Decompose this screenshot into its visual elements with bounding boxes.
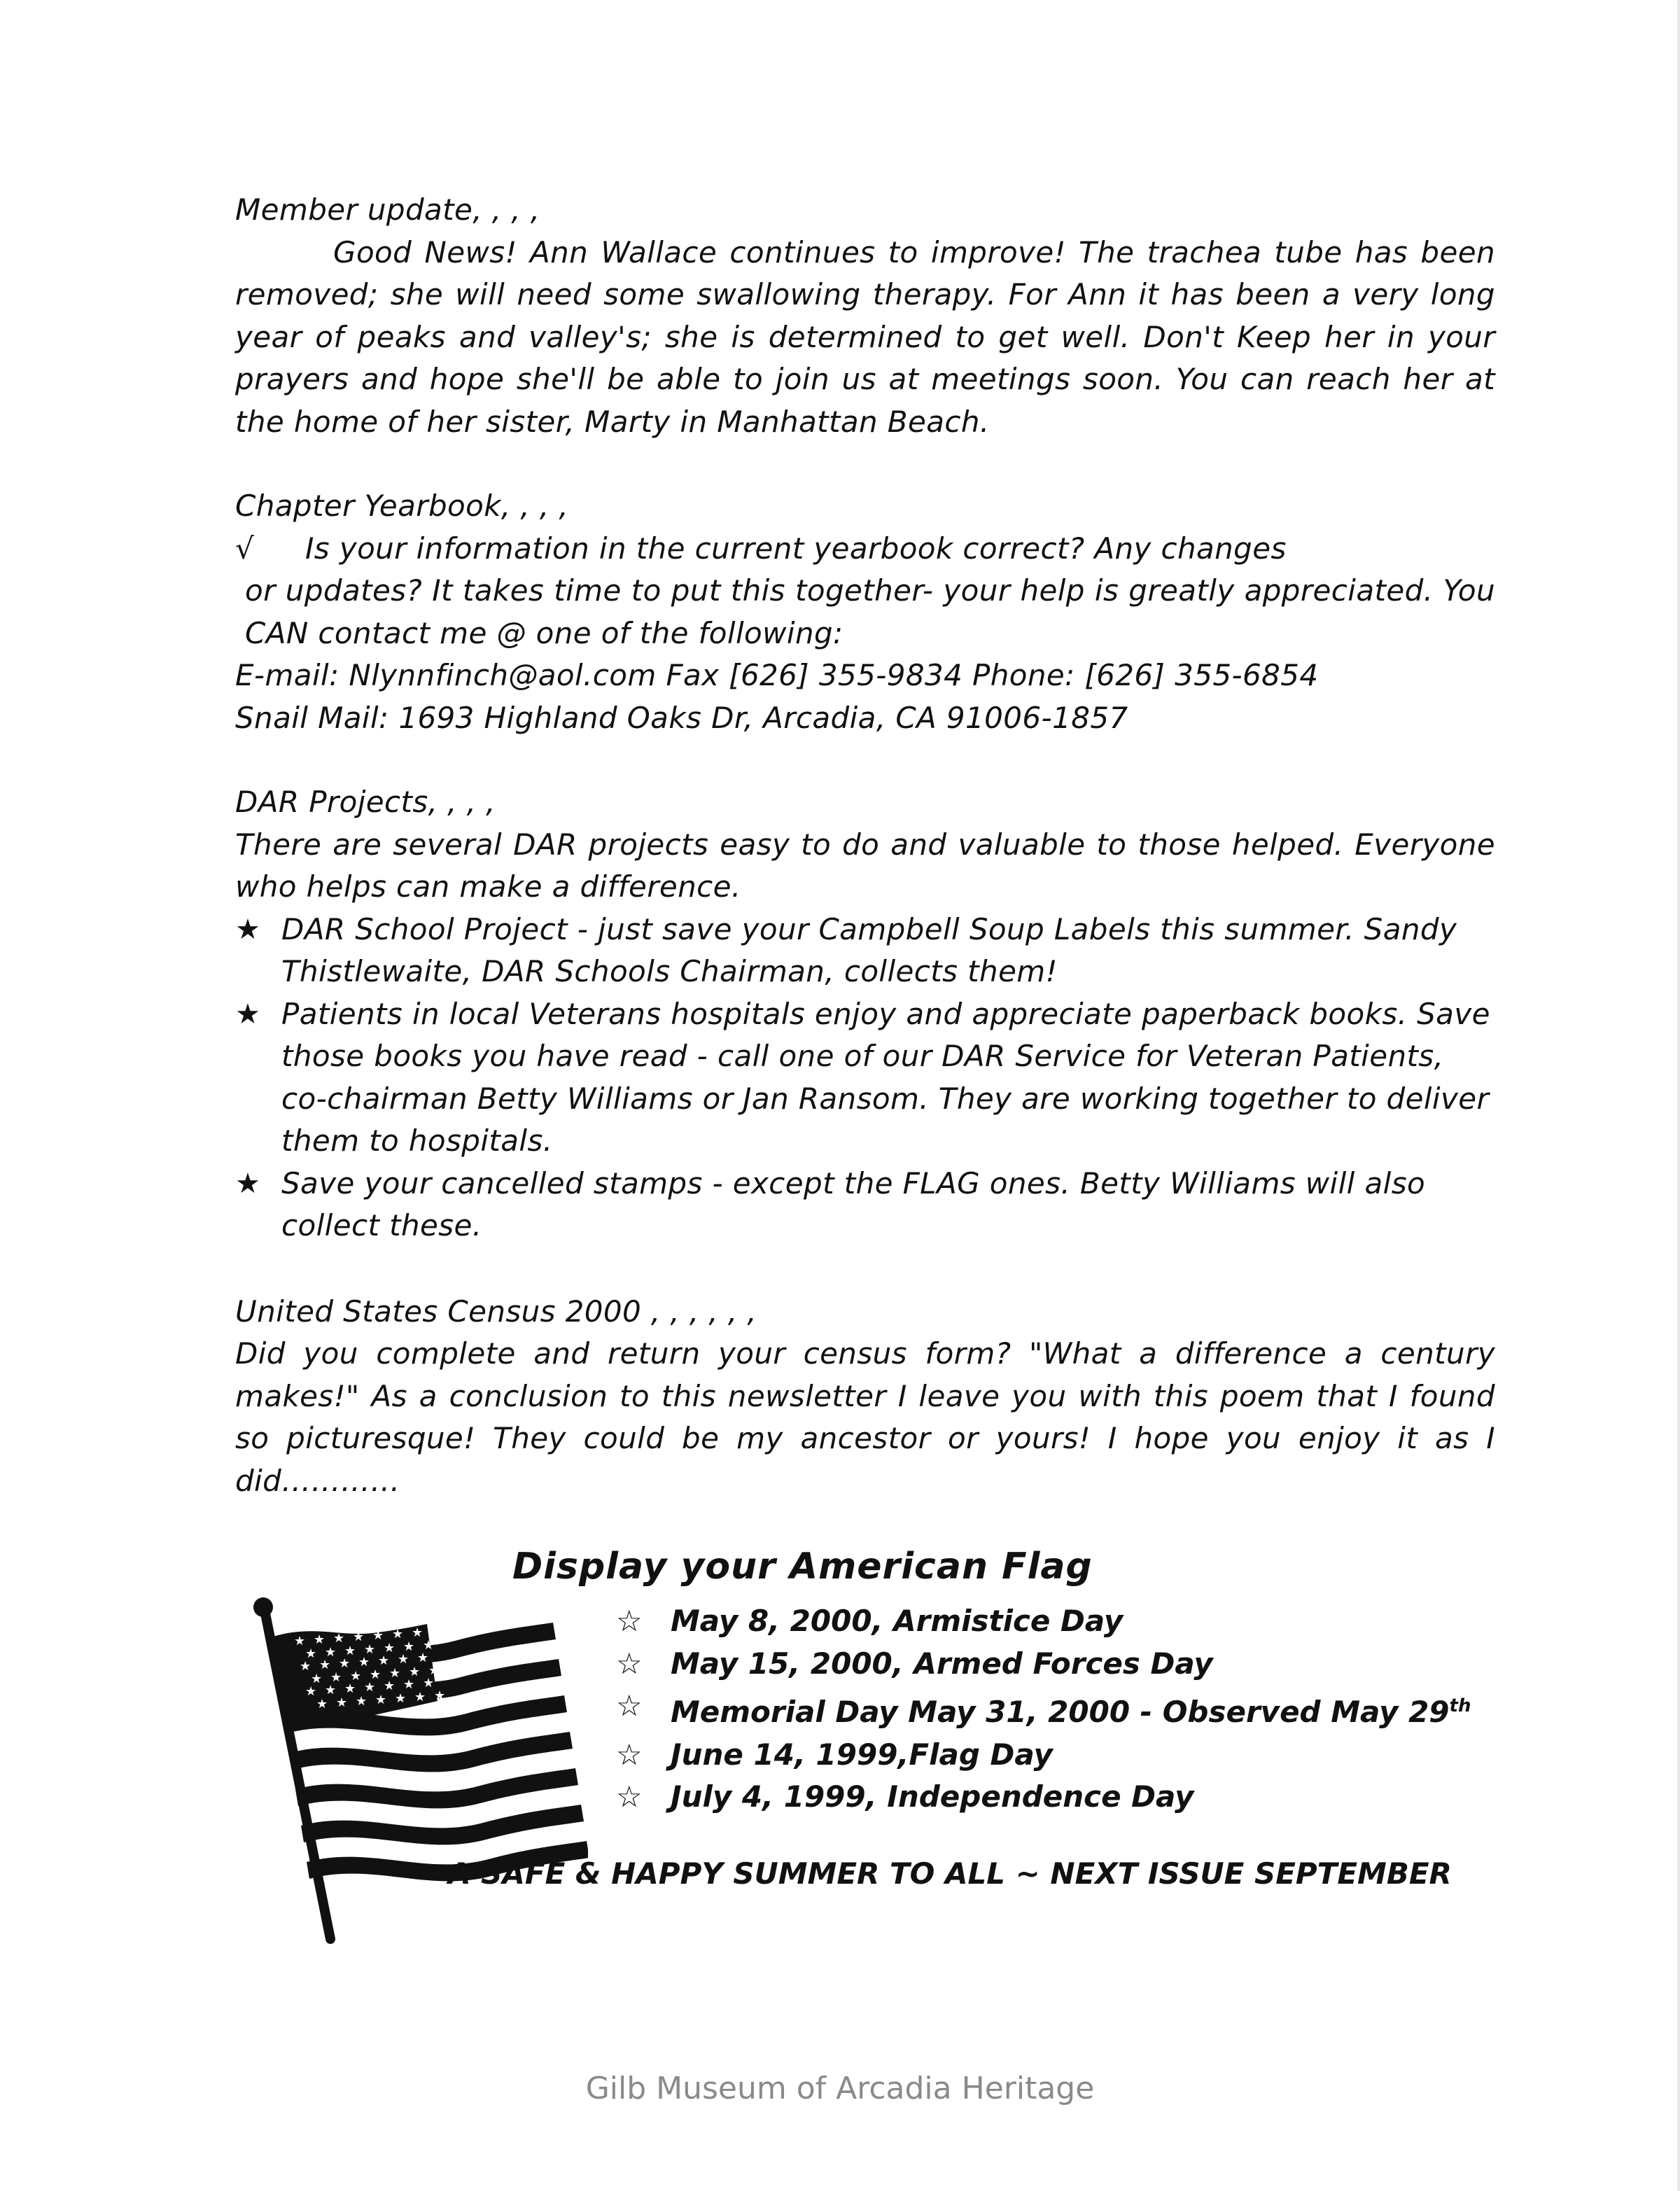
yearbook-question-line bbox=[235, 528, 1495, 570]
census-heading: United States Census 2000 , , , , , , bbox=[235, 1294, 757, 1329]
flag-star: ★ bbox=[389, 1666, 401, 1681]
star-outline-icon: ☆ bbox=[616, 1737, 643, 1772]
flag-display-section bbox=[210, 1540, 1540, 1946]
flag-star: ★ bbox=[333, 1631, 345, 1646]
date-suffix: th bbox=[1449, 1695, 1471, 1716]
archive-credit: Gilb Museum of Arcadia Heritage bbox=[585, 2071, 1095, 2106]
flag-star: ★ bbox=[314, 1632, 326, 1647]
flag-star: ★ bbox=[325, 1683, 337, 1698]
flag-star: ★ bbox=[344, 1681, 356, 1696]
member-update-heading: Member update, , , , bbox=[235, 192, 540, 227]
flag-date: Memorial Day May 31, 2000 - Observed May 29 bbox=[671, 1695, 1450, 1729]
flag-star: ★ bbox=[358, 1655, 370, 1670]
flag-star: ★ bbox=[395, 1691, 407, 1706]
star-outline-icon: ☆ bbox=[616, 1646, 643, 1681]
flag-star: ★ bbox=[414, 1690, 426, 1704]
flag-stripe bbox=[301, 1805, 584, 1844]
flag-star: ★ bbox=[403, 1639, 415, 1654]
dar-projects-section bbox=[235, 781, 1495, 1247]
chapter-yearbook-heading: Chapter Yearbook, , , , bbox=[235, 489, 569, 523]
mail-address-line: Snail Mail: 1693 Highland Oaks Dr, Arcadia, CA 91006-1857 bbox=[235, 700, 1128, 735]
star-bullet-icon: ★ bbox=[235, 1167, 261, 1200]
member-update-section bbox=[235, 189, 1495, 443]
star-outline-icon: ☆ bbox=[616, 1604, 643, 1638]
flag-star: ★ bbox=[423, 1638, 435, 1653]
flag-star: ★ bbox=[344, 1644, 356, 1658]
star-bullet-icon: ★ bbox=[235, 913, 261, 946]
flag-star: ★ bbox=[350, 1669, 362, 1684]
dar-project-text: Save your cancelled stamps - except the FLAG ones. Betty Williams will also collect these. bbox=[281, 1166, 1426, 1242]
flag-star: ★ bbox=[375, 1693, 387, 1707]
flag-star: ★ bbox=[319, 1658, 331, 1672]
star-outline-icon: ☆ bbox=[616, 1779, 643, 1814]
list-item bbox=[616, 1734, 1471, 1777]
flag-star: ★ bbox=[403, 1677, 415, 1692]
flag-date: May 15, 2000, Armed Forces Day bbox=[671, 1646, 1213, 1681]
dar-project-text: DAR School Project - just save your Campbell Soup Labels this summer. Sandy Thistlewaite, DAR Schools Chairman, collects them! bbox=[281, 911, 1457, 988]
flag-star: ★ bbox=[372, 1628, 384, 1643]
flag-star: ★ bbox=[392, 1627, 404, 1642]
yearbook-question: Is your information in the current yearbook correct? Any changes bbox=[305, 531, 1287, 566]
flag-stripe bbox=[295, 1768, 578, 1808]
flag-star: ★ bbox=[356, 1694, 368, 1709]
flag-date: May 8, 2000, Armistice Day bbox=[671, 1604, 1124, 1638]
flag-star: ★ bbox=[364, 1680, 376, 1695]
flag-star: ★ bbox=[305, 1646, 317, 1661]
flag-star: ★ bbox=[370, 1667, 382, 1682]
flag-star: ★ bbox=[336, 1695, 348, 1710]
flag-date: June 14, 1999,Flag Day bbox=[671, 1737, 1053, 1772]
list-item bbox=[616, 1643, 1471, 1686]
flag-star: ★ bbox=[384, 1641, 396, 1656]
flag-star: ★ bbox=[294, 1634, 306, 1648]
flag-star: ★ bbox=[330, 1670, 342, 1685]
list-item bbox=[235, 1163, 1495, 1247]
flag-date: July 4, 1999, Independence Day bbox=[671, 1779, 1194, 1814]
flag-star: ★ bbox=[364, 1642, 376, 1657]
list-item bbox=[235, 993, 1495, 1163]
page-edge bbox=[1677, 0, 1680, 2191]
flag-section-title: Display your American Flag bbox=[512, 1546, 1093, 1588]
flag-dates-list bbox=[616, 1600, 1471, 1819]
flag-star: ★ bbox=[325, 1645, 337, 1660]
list-item bbox=[616, 1600, 1471, 1643]
flag-star: ★ bbox=[300, 1659, 312, 1674]
closing-message: A SAFE & HAPPY SUMMER TO ALL ~ NEXT ISSUE SEPTEMBER bbox=[448, 1856, 1452, 1891]
flag-star: ★ bbox=[398, 1652, 410, 1667]
flag-star: ★ bbox=[311, 1672, 323, 1686]
flag-star: ★ bbox=[417, 1651, 429, 1665]
list-item bbox=[616, 1685, 1471, 1734]
flag-star: ★ bbox=[339, 1656, 351, 1671]
dar-projects-heading: DAR Projects, , , , bbox=[235, 785, 496, 819]
flag-star: ★ bbox=[378, 1653, 390, 1668]
yearbook-text: or updates? It takes time to put this together- your help is greatly appreciated. You CAN contact me @ one of the following: bbox=[245, 573, 1495, 650]
flag-star: ★ bbox=[316, 1697, 328, 1712]
dar-projects-list bbox=[235, 909, 1495, 1247]
check-mark-icon: √ bbox=[235, 531, 255, 566]
member-update-text: Good News! Ann Wallace continues to improve! The trachea tube has been removed; she will need some swallowing therapy. For Ann it has been a very long year of peaks and valley's; she is determined to get well. Don't Keep her in your prayers and hope she'll be able to join us at meetings soon. You can reach her at the home of her sister, Marty in Manhattan Beach. bbox=[235, 234, 1495, 439]
flag-star: ★ bbox=[434, 1688, 446, 1703]
list-item bbox=[235, 909, 1495, 993]
star-outline-icon: ☆ bbox=[616, 1688, 643, 1723]
dar-projects-intro: There are several DAR projects easy to do and valuable to those helped. Everyone who helps can make a difference. bbox=[235, 827, 1495, 904]
newsletter-body bbox=[235, 189, 1495, 1502]
census-text: Did you complete and return your census form? "What a difference a century makes!" As a conclusion to this newsletter I leave you with this poem that I found so picturesque! They could be my ancestor or yours! I hope you enjoy it as I did………… bbox=[235, 1336, 1495, 1498]
dar-project-text: Patients in local Veterans hospitals enjoy and appreciate paperback books. Save those books you have read - call one of our DAR Service for Veteran Patients, co-chairman Betty Williams or Jan Ransom. They are working together to deliver them to hospitals. bbox=[281, 996, 1490, 1158]
flag-star: ★ bbox=[409, 1665, 421, 1679]
flag-star: ★ bbox=[384, 1679, 396, 1693]
star-bullet-icon: ★ bbox=[235, 997, 261, 1030]
flag-star: ★ bbox=[412, 1625, 424, 1640]
census-section bbox=[235, 1291, 1495, 1503]
american-flag-icon bbox=[224, 1596, 588, 1946]
contact-line: E-mail: Nlynnfinch@aol.com Fax [626] 355-9834 Phone: [626] 355-6854 bbox=[235, 658, 1319, 692]
flag-star: ★ bbox=[428, 1663, 440, 1678]
flag-star: ★ bbox=[353, 1630, 365, 1644]
list-item bbox=[616, 1776, 1471, 1819]
flag-star: ★ bbox=[305, 1684, 317, 1699]
flag-star: ★ bbox=[423, 1676, 435, 1690]
flag-stripe bbox=[290, 1732, 573, 1772]
chapter-yearbook-section bbox=[235, 485, 1495, 739]
